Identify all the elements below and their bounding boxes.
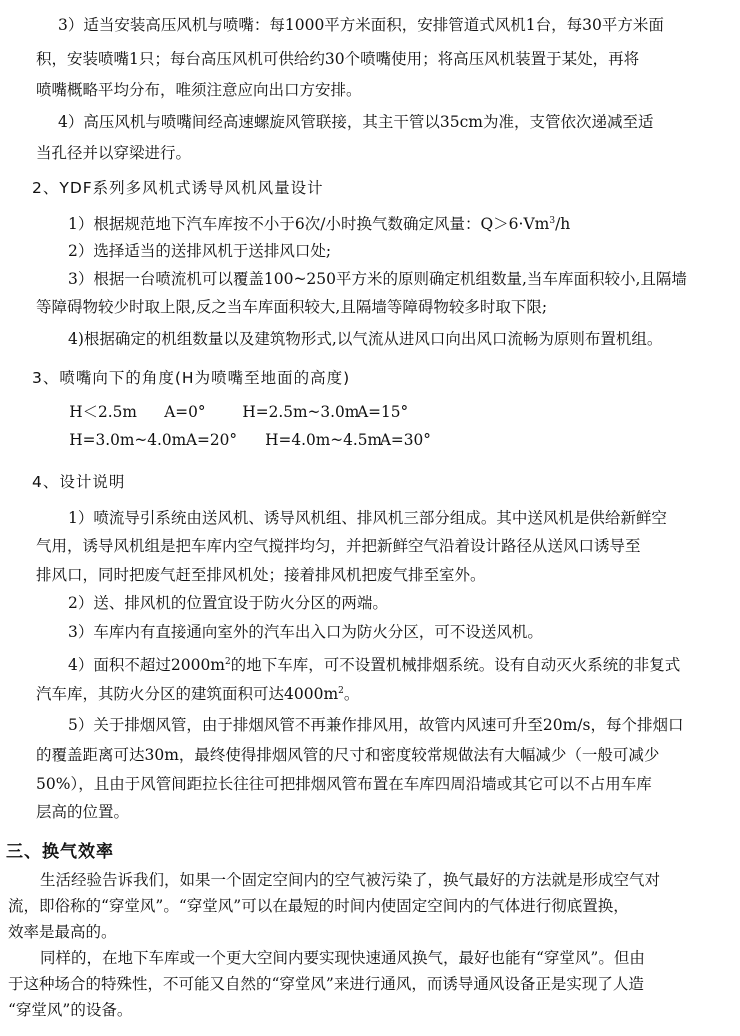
- angle-row-2-angle-a: A=20°: [185, 431, 238, 449]
- ydf-item-3-line-1: 3）根据一台喷流机可以覆盖100~250平方米的原则确定机组数量,当车库面积较小,且隔墙: [68, 270, 687, 288]
- angle-row-1-height-a: H＜2.5m: [69, 403, 137, 421]
- design-item-5-line-4: 层高的位置。: [36, 803, 130, 821]
- ydf-item-2: 2）选择适当的送排风机于送排风口处;: [68, 242, 332, 260]
- design-item-4-line-1-sup: 2: [225, 656, 231, 667]
- angle-row-2-height-b: H=4.0m~4.5m: [265, 431, 383, 449]
- design-item-4-line-2-a: 汽车库，其防火分区的建筑面积可达4000m: [36, 685, 339, 703]
- item-4-line-2: 当孔径并以穿梁进行。: [36, 144, 192, 162]
- angle-row-1-height-b: H=2.5m~3.0m: [242, 403, 360, 421]
- design-item-1-line-3: 排风口，同时把废气赶至排风机处；接着排风机把废气排至室外。: [36, 566, 486, 584]
- efficiency-para-2-line-2: 于这种场合的特殊性，不可能又自然的“穿堂风”来进行通风，而诱导通风设备正是实现了人造: [8, 975, 644, 993]
- design-item-2: 2）送、排风机的位置宜设于防火分区的两端。: [68, 594, 388, 612]
- item-3-line-3: 喷嘴概略平均分布，唯须注意应向出口方安排。: [36, 81, 362, 99]
- angle-row-2: [0, 430, 732, 450]
- ydf-item-1-suffix: /h: [555, 215, 571, 233]
- angle-row-1-angle-a: A=0°: [164, 403, 206, 421]
- design-item-1-line-2: 气用，诱导风机组是把车库内空气搅拌均匀，并把新鲜空气沿着设计路径从送风口诱导至: [36, 537, 641, 555]
- ydf-item-3-line-2: 等障碍物较少时取上限,反之当车库面积较大,且隔墙等障碍物较多时取下限;: [36, 298, 548, 316]
- section-heading-efficiency: 三、换气效率: [6, 842, 114, 862]
- item-4-line-1: 4）高压风机与喷嘴间经高速螺旋风管联接，其主干管以35cm为准，支管依次递减至适: [58, 113, 654, 131]
- design-item-3: 3）车库内有直接通向室外的汽车出入口为防火分区，可不设送风机。: [68, 623, 543, 641]
- section-heading-ydf: 2、YDF系列多风机式诱导风机风量设计: [32, 179, 324, 197]
- efficiency-para-1-line-1: 生活经验告诉我们，如果一个固定空间内的空气被污染了，换气最好的方法就是形成空气对: [40, 871, 661, 889]
- design-item-1-line-1: 1）喷流导引系统由送风机、诱导风机组、排风机三部分组成。其中送风机是供给新鲜空: [68, 509, 667, 527]
- efficiency-para-2-line-1: 同样的，在地下车库或一个更大空间内要实现快速通风换气，最好也能有“穿堂风”。但由: [40, 949, 645, 967]
- design-item-5-line-2: 的覆盖距离可达30m，最终使得排烟风管的尺寸和密度较常规做法有大幅减少（一般可减少: [36, 746, 660, 764]
- efficiency-para-1-line-3: 效率是最高的。: [8, 923, 117, 941]
- angle-row-2-angle-b: A=30°: [379, 431, 431, 449]
- ydf-item-1-text: 1）根据规范地下汽车库按不小于6次/小时换气数确定风量：Q＞6·Vm: [68, 215, 550, 233]
- efficiency-para-1-line-2: 流，即俗称的“穿堂风”。“穿堂风”可以在最短的时间内使固定空间内的气体进行彻底置换，: [8, 897, 629, 915]
- item-3-line-2: 积，安装喷嘴1只；每台高压风机可供给约30个喷嘴使用；将高压风机装置于某处，再将: [36, 50, 640, 68]
- item-3-line-1: 3）适当安装高压风机与喷嘴：每1000平方米面积，安排管道式风机1台，每30平方米面: [58, 16, 664, 34]
- design-item-4-line-1: [68, 655, 680, 675]
- design-item-5-line-3: 50%），且由于风管间距拉长往往可把排烟风管布置在车库四周沿墙或其它可以不占用车库: [36, 775, 652, 793]
- design-item-4-line-2: [36, 684, 359, 704]
- ydf-item-1-sup: 3: [549, 215, 556, 226]
- ydf-item-4: 4)根据确定的机组数量以及建筑物形式,以气流从进风口向出风口流畅为原则布置机组。: [68, 330, 663, 348]
- angle-row-2-height-a: H=3.0m~4.0m: [69, 431, 187, 449]
- section-heading-angle: 3、喷嘴向下的角度(H为喷嘴至地面的高度): [32, 369, 351, 387]
- design-item-4-line-1-b: 的地下车库，可不设置机械排烟系统。设有自动灭火系统的非复式: [230, 656, 681, 674]
- design-item-4-line-2-sup: 2: [338, 685, 344, 696]
- design-item-4-line-2-b: 。: [343, 685, 360, 703]
- ydf-item-1: [68, 214, 570, 234]
- section-heading-design: 4、设计说明: [32, 473, 126, 491]
- angle-row-1-angle-b: A=15°: [357, 403, 409, 421]
- design-item-5-line-1: 5）关于排烟风管，由于排烟风管不再兼作排风用，故管内风速可升至20m/s，每个排烟口: [68, 716, 684, 734]
- efficiency-para-2-line-3: “穿堂风”的设备。: [8, 1001, 133, 1019]
- design-item-4-line-1-a: 4）面积不超过2000m: [68, 656, 226, 674]
- angle-row-1: [0, 402, 732, 422]
